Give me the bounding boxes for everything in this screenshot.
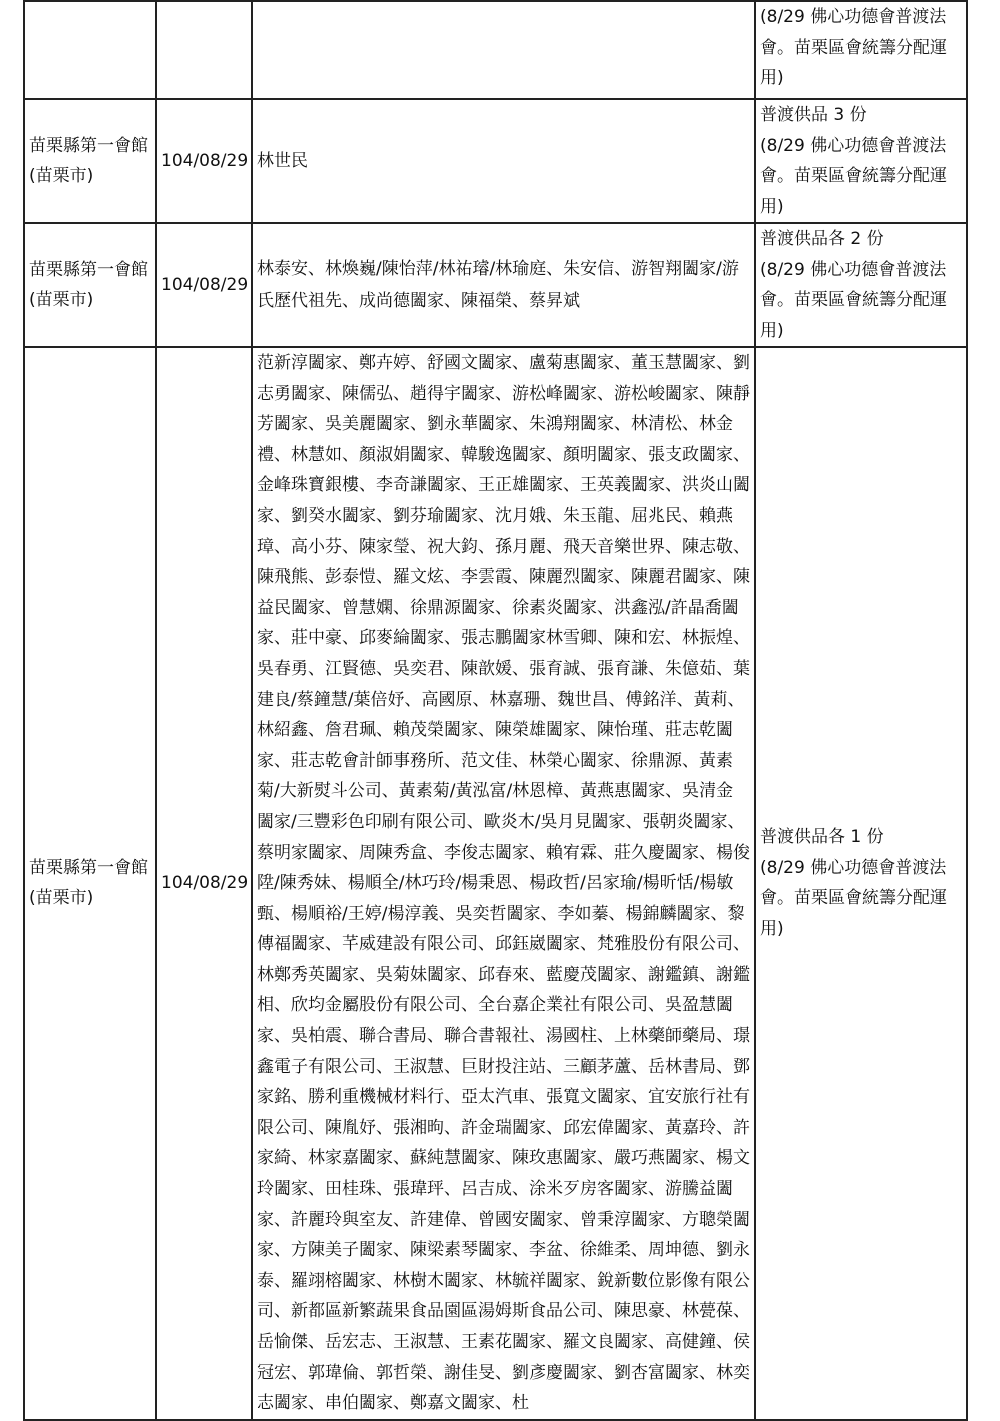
note-detail: (8/29 佛心功德會普渡法會。苗栗區會統籌分配運用) xyxy=(760,7,947,88)
date-cell xyxy=(156,1,252,99)
table-row xyxy=(24,223,967,347)
offering-count: 普渡供品 3 份 xyxy=(760,105,867,125)
donation-ledger-table xyxy=(23,0,968,1421)
offering-count: 普渡供品各 1 份 xyxy=(760,827,884,848)
venue-cell: 苗栗縣第一會館(苗栗市) xyxy=(24,99,156,223)
table-row xyxy=(24,1,967,99)
note-cell xyxy=(755,223,967,347)
offering-count: 普渡供品各 2 份 xyxy=(760,229,884,249)
donor-names-cell xyxy=(252,1,755,99)
note-detail: (8/29 佛心功德會普渡法會。苗栗區會統籌分配運用) xyxy=(760,135,947,217)
donor-names-cell: 林世民 xyxy=(252,99,755,223)
donor-names-cell: 林泰安、林煥巍/陳怡萍/林祐璿/林瑜庭、朱安信、游智翔闔家/游氏歷代祖先、成尚德闔家、陳福榮、蔡昇斌 xyxy=(252,223,755,347)
date-cell: 104/08/29 xyxy=(156,99,252,223)
donor-names-cell: 范新淳闔家、鄭卉婷、舒國文闔家、盧菊惠闔家、董玉慧闔家、劉志勇闔家、陳儒弘、趙得宇闔家、游松峰闔家、游松峻闔家、陳靜芳闔家、吳美麗闔家、劉永華闔家、朱鴻翔闔家、林清松、林金禮、林慧如、顏淑娟闔家、韓駿逸闔家、顏明闔家、張支政闔家、金峰珠寶銀樓、李奇謙闔家、王正雄闔家、王英義闔家、洪炎山闔家、劉癸水闔家、劉芬瑜闔家、沈月娥、朱玉龍、屈兆民、賴燕璋、高小芬、陳家瑩、祝大鈞、孫月麗、飛天音樂世界、陳志敬、陳飛熊、彭泰愷、羅文炫、李雲霞、陳麗烈闔家、陳麗君闔家、陳益民闔家、曾慧嫻、徐鼎源闔家、徐素炎闔家、洪鑫泓/許晶喬闔家、莊中豪、邱麥綸闔家、張志鵬闔家林雪卿、陳和宏、林振煌、吳春勇、江賢德、吳奕君、陳歆媛、張育誠、張育謙、朱億茹、葉建良/蔡鐘慧/葉倍妤、高國原、林嘉珊、魏世昌、傅銘洋、黃莉、林紹鑫、詹君珮、賴茂榮闔家、陳榮雄闔家、陳怡瑾、莊志乾闔家、莊志乾會計師事務所、范文佳、林榮心闔家、徐鼎源、黃素菊/大新熨斗公司、黃素菊/黃泓富/林恩樟、黃燕惠闔家、吳清金闔家/三豐彩色印刷有限公司、歐炎木/吳月見闔家、張朝炎闔家、蔡明家闔家、周陳秀盒、李俊志闔家、賴宥霖、莊久慶闔家、楊俊陞/陳秀妹、楊順全/林巧玲/楊秉恩、楊政哲/呂家瑜/楊昕恬/楊敏甄、楊順裕/王婷/楊淳義、吳奕哲闔家、李如蓁、楊錦麟闔家、黎傳福闔家、芊威建設有限公司、邱鈺崴闔家、梵雅股份有限公司、林鄭秀英闔家、吳菊妹闔家、邱春來、藍慶茂闔家、謝鑑鎮、謝鑑相、欣均金屬股份有限公司、全台嘉企業社有限公司、吳盈慧闔家、吳柏震、聯合書局、聯合書報社、湯國柱、上林藥師藥局、璟鑫電子有限公司、王淑慧、巨財投注站、三顧茅蘆、岳林書局、鄧家銘、勝利重機械材料行、亞太汽車、張寬文闔家、宜安旅行社有限公司、陳胤妤、張湘昫、許金瑞闔家、邱宏偉闔家、黃嘉玲、許家綺、林家嘉闔家、蘇純慧闔家、陳玫惠闔家、嚴巧燕闔家、楊文玲闔家、田桂珠、張瑋玶、呂吉成、涂米歹房客闔家、游騰益闔家、許麗玲與室友、許建偉、曾國安闔家、曾秉淳闔家、方聰榮闔家、方陳美子闔家、陳梁素琴闔家、李盆、徐維柔、周坤德、劉永泰、羅翊榕闔家、林樹木闔家、林毓祥闔家、銳新數位影像有限公司、新都區新繁蔬果食品園區湯姆斯食品公司、陳思豪、林甍葆、岳愉傑、岳宏志、王淑慧、王素花闔家、羅文良闔家、高健鐘、侯冠宏、郭瑋倫、郭哲榮、謝佳旻、劉彥慶闔家、劉杏富闔家、林奕志闔家、串伯闔家、鄭嘉文闔家、杜 xyxy=(252,347,755,1420)
table-row xyxy=(24,347,967,1420)
note-cell xyxy=(755,1,967,99)
note-detail: (8/29 佛心功德會普渡法會。苗栗區會統籌分配運用) xyxy=(760,857,947,939)
date-cell: 104/08/29 xyxy=(156,223,252,347)
venue-cell: 苗栗縣第一會館(苗栗市) xyxy=(24,223,156,347)
note-detail: (8/29 佛心功德會普渡法會。苗栗區會統籌分配運用) xyxy=(760,259,947,341)
venue-cell xyxy=(24,1,156,99)
table-row xyxy=(24,99,967,223)
venue-cell: 苗栗縣第一會館(苗栗市) xyxy=(24,347,156,1420)
note-cell xyxy=(755,347,967,1420)
note-cell xyxy=(755,99,967,223)
date-cell: 104/08/29 xyxy=(156,347,252,1420)
